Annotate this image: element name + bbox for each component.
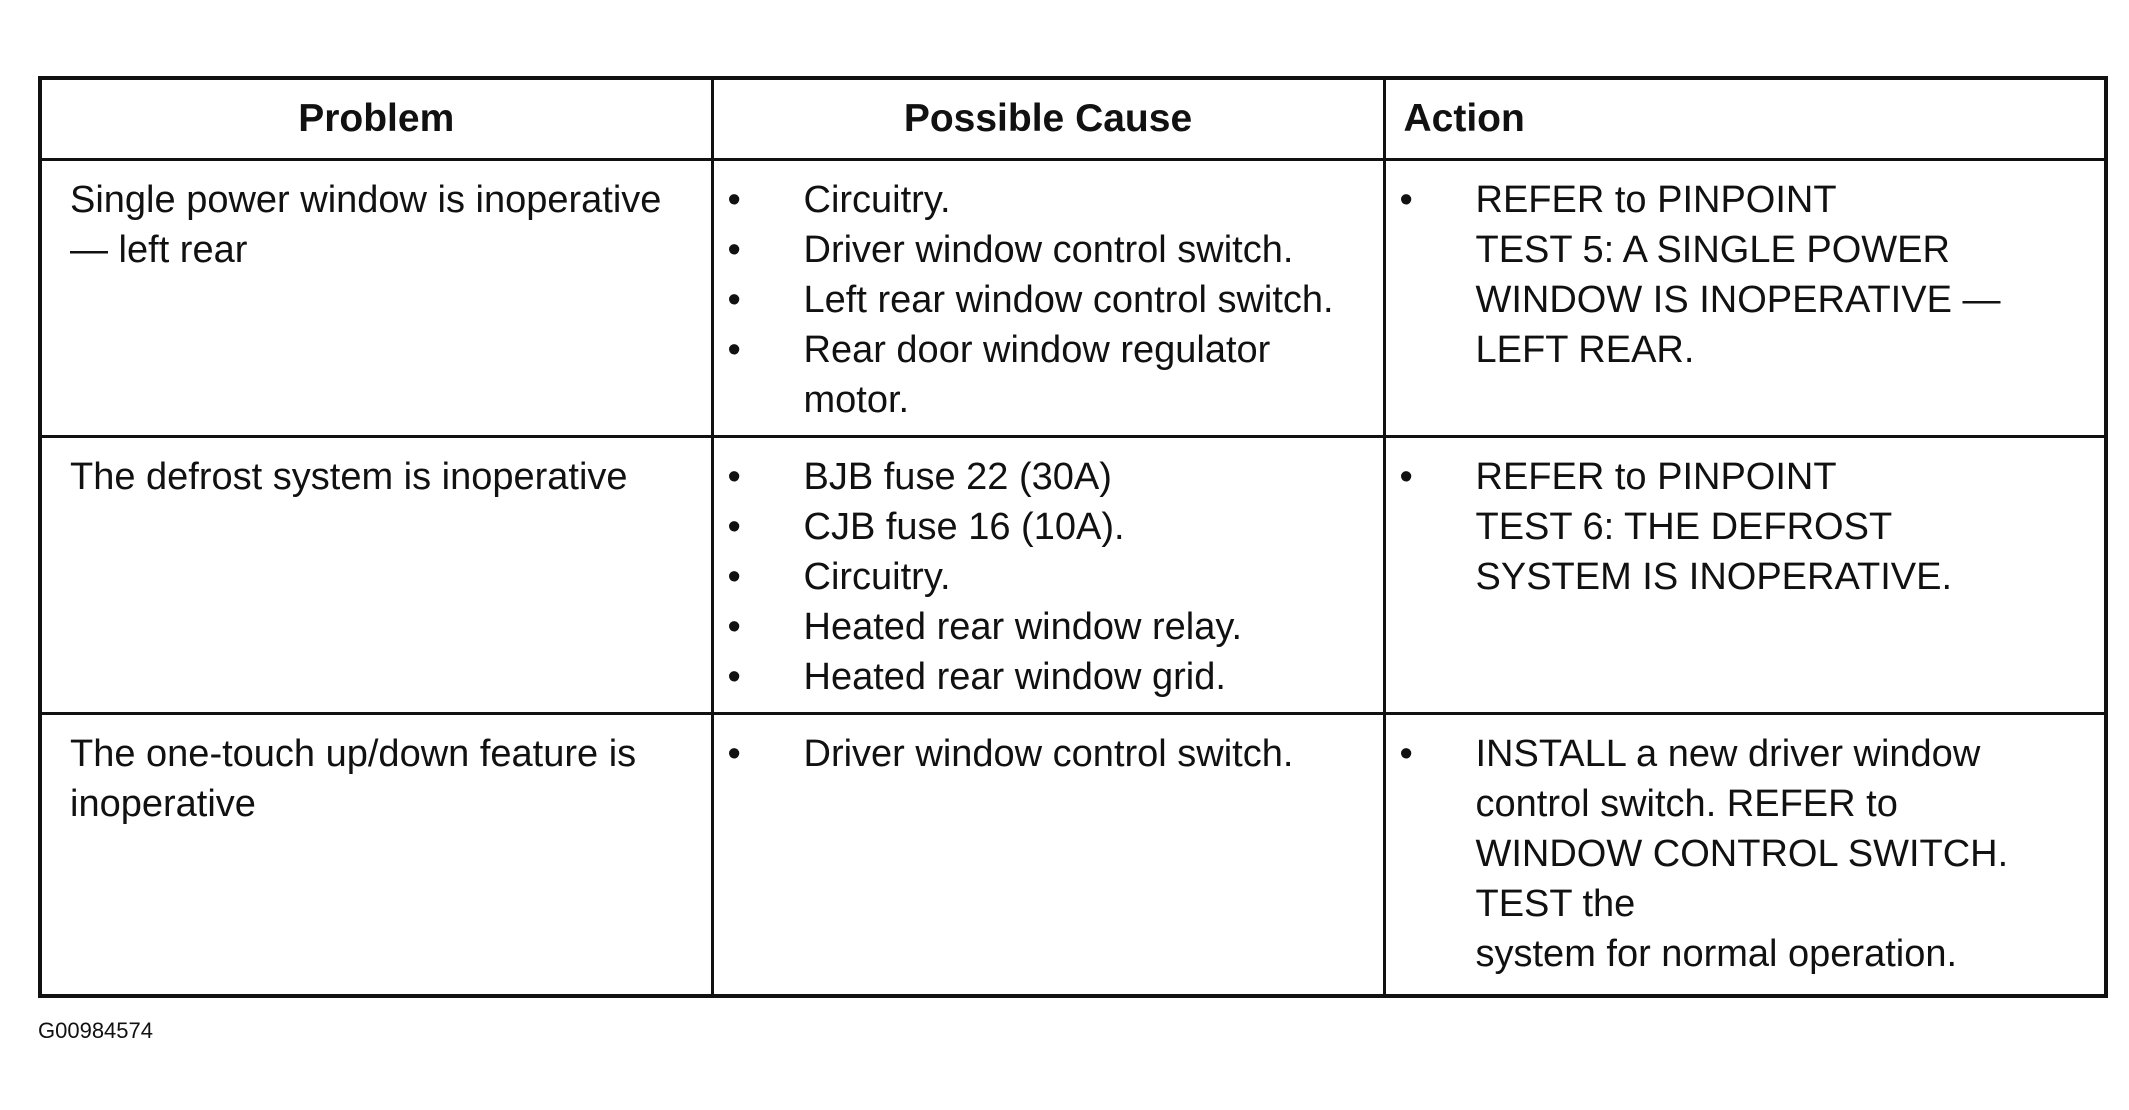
diagnostic-table xyxy=(38,76,2108,998)
header-possible-cause: Possible Cause xyxy=(712,78,1384,160)
header-action: Action xyxy=(1384,78,2106,160)
cause-item: • Rear door window regulator motor. xyxy=(714,325,1373,425)
header-row xyxy=(40,78,2106,160)
cause-item: • Driver window control switch. xyxy=(714,225,1373,275)
problem-cell xyxy=(40,160,712,437)
action-item: • REFER to PINPOINT TEST 6: THE DEFROST SYSTEM IS INOPERATIVE. xyxy=(1386,452,2095,602)
action-item: • INSTALL a new driver window control switch. REFER to WINDOW CONTROL SWITCH. TEST the system for normal operation. xyxy=(1386,729,2095,979)
problem-text: The defrost system is inoperative xyxy=(70,456,628,498)
cause-item: • CJB fuse 16 (10A). xyxy=(714,502,1373,552)
cause-item: • Left rear window control switch. xyxy=(714,275,1373,325)
cause-item: • Circuitry. xyxy=(714,175,1373,225)
action-item: • REFER to PINPOINT TEST 5: A SINGLE POWER WINDOW IS INOPERATIVE — LEFT REAR. xyxy=(1386,175,2095,375)
action-list xyxy=(1386,438,2105,602)
cause-cell xyxy=(712,714,1384,996)
action-cell xyxy=(1384,437,2106,714)
action-cell xyxy=(1384,160,2106,437)
problem-text: Single power window is inoperative — left rear xyxy=(70,179,662,271)
cause-cell xyxy=(712,160,1384,437)
figure-id-label: G00984574 xyxy=(38,1018,153,1043)
table-row xyxy=(40,160,2106,437)
action-cell xyxy=(1384,714,2106,996)
problem-cell xyxy=(40,714,712,996)
action-list xyxy=(1386,161,2105,375)
cause-item: • Circuitry. xyxy=(714,552,1373,602)
cause-cell xyxy=(712,437,1384,714)
header-problem: Problem xyxy=(40,78,712,160)
action-list xyxy=(1386,715,2105,979)
cause-list xyxy=(714,438,1383,702)
problem-cell xyxy=(40,437,712,714)
table-row xyxy=(40,714,2106,996)
cause-list xyxy=(714,715,1383,779)
cause-item: • Heated rear window grid. xyxy=(714,652,1373,702)
problem-text: The one-touch up/down feature is inoperative xyxy=(70,733,637,825)
cause-item: • Driver window control switch. xyxy=(714,729,1373,779)
cause-item: • Heated rear window relay. xyxy=(714,602,1373,652)
cause-item: • BJB fuse 22 (30A) xyxy=(714,452,1373,502)
cause-list xyxy=(714,161,1383,425)
table-row xyxy=(40,437,2106,714)
